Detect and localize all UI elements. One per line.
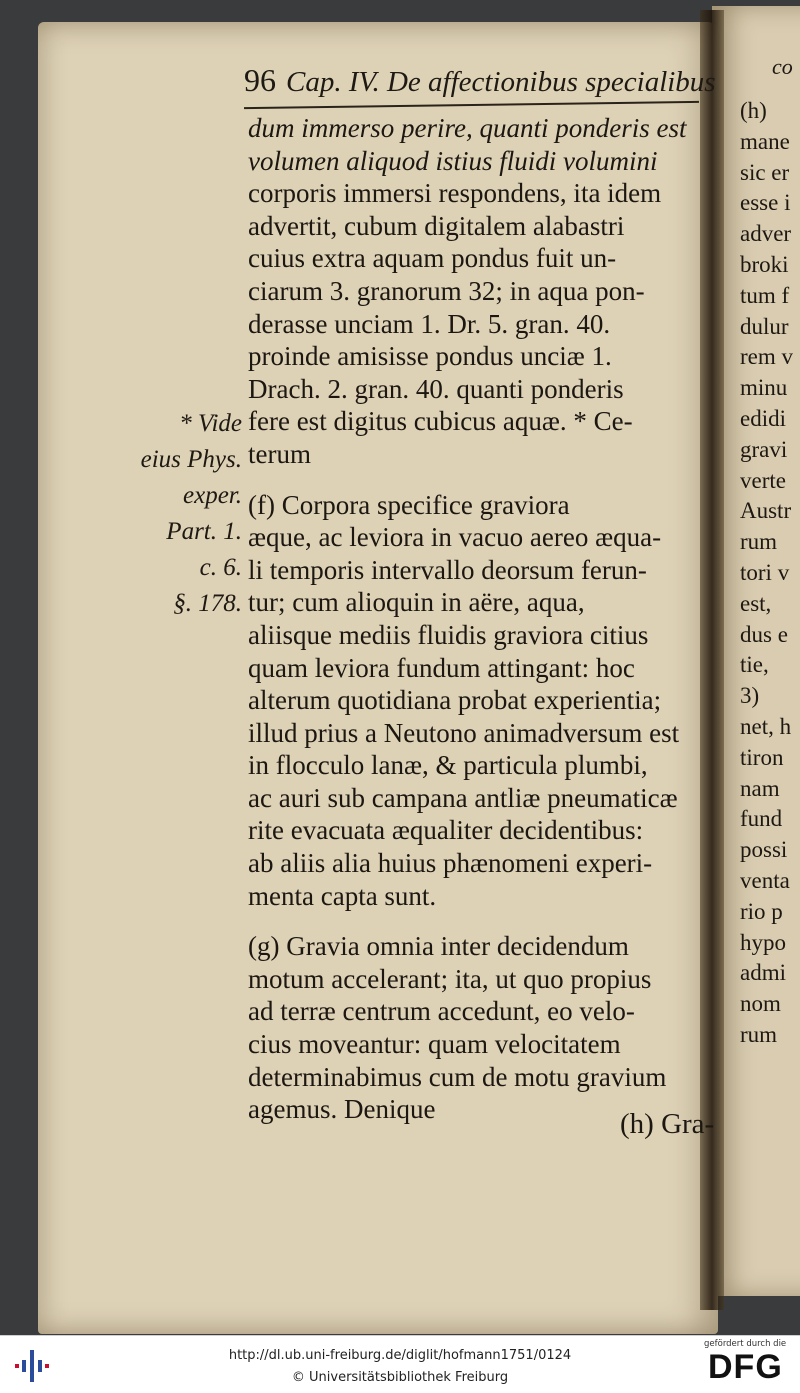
dfg-logo: DFG (708, 1348, 783, 1386)
facing-page-line: adver (740, 221, 792, 247)
text-line: ciarum 3. granorum 32; in aqua pon- (248, 275, 645, 306)
running-header (244, 62, 716, 106)
text-line: æque, ac leviora in vacuo aereo æqua- (248, 522, 662, 553)
facing-page-line: venta (740, 867, 790, 893)
margin-note-line: §. 178. (173, 590, 242, 617)
text-line: (g) Gravia omnia inter decidendum (248, 931, 629, 962)
facing-page-line: edidi (740, 405, 786, 431)
margin-note-line: c. 6. (199, 554, 242, 581)
text-line: (f) Corpora specifice graviora (248, 489, 570, 520)
facing-page-line: tie, (740, 652, 769, 678)
text-line: ad terræ centrum accedunt, eo velo- (248, 996, 635, 1027)
facing-page-line: esse i (740, 190, 791, 216)
margin-note-line: exper. (183, 482, 242, 509)
viewer-footer (0, 1335, 800, 1393)
text-line: cuius extra aquam pondus fuit un- (248, 243, 617, 274)
facing-page-line: Austr (740, 498, 792, 524)
facing-page-line: hypo (740, 929, 786, 955)
facing-page-line: tiron (740, 744, 784, 770)
text-line (248, 471, 708, 489)
facing-page-line: 3) (740, 683, 760, 709)
text-line: menta capta sunt. (248, 880, 437, 911)
margin-note-line: * Vide (179, 410, 242, 437)
facing-page-text (740, 96, 800, 1051)
source-url[interactable]: http://dl.ub.uni-freiburg.de/diglit/hofmann1751/0124 (228, 1348, 572, 1363)
facing-page-header: co (772, 54, 793, 79)
facing-page-line: (h) (740, 98, 767, 123)
text-line: agemus. Denique (248, 1094, 436, 1125)
facing-page-line: mane (740, 128, 790, 154)
catchword: (h) Gra- (620, 1108, 715, 1140)
running-title: Cap. IV. De affectionibus specialibus (286, 66, 716, 98)
text-line: ac auri sub campana antliæ pneumaticæ (248, 782, 678, 813)
facing-page-line: broki (740, 251, 789, 277)
text-line: cius moveantur: quam velocitatem (248, 1029, 621, 1060)
facing-page-line: minu (740, 375, 788, 401)
facing-page-line: admi (740, 960, 786, 986)
facing-page-line: rum (740, 1021, 778, 1047)
body-text (248, 112, 708, 1126)
text-line: dum immerso perire, quanti ponderis est (248, 113, 687, 143)
facing-page-line: dulur (740, 313, 789, 339)
margin-note (124, 406, 242, 622)
margin-note-line: eius Phys. (140, 446, 242, 473)
text-line: tur; cum alioquin in aëre, aqua, (248, 587, 585, 618)
facing-page-line: gravi (740, 436, 788, 462)
facing-page-line: nom (740, 991, 781, 1017)
text-line: determinabimus cum de motu gravium (248, 1061, 667, 1092)
facing-page-line: possi (740, 837, 788, 863)
facing-page-line: sic er (740, 159, 790, 185)
facing-page-line: tum f (740, 282, 790, 308)
facing-page-line: fund (740, 806, 783, 832)
text-line: ab aliis alia huius phænomeni experi- (248, 848, 653, 879)
text-line: illud prius a Neutono animadversum est (248, 717, 680, 748)
text-line: li temporis intervallo deorsum ferun- (248, 554, 647, 585)
text-line: aliisque mediis fluidis graviora citius (248, 619, 649, 650)
text-line: rite evacuata æqualiter decidentibus: (248, 815, 644, 846)
text-line: quam leviora fundum attingant: hoc (248, 652, 635, 683)
text-line: advertit, cubum digitalem alabastri (248, 210, 625, 241)
page-number: 96 (244, 62, 276, 98)
facing-page-line: nam (740, 775, 780, 801)
text-line: in flocculo lanæ, & particula plumbi, (248, 750, 648, 781)
facing-page-line: rio p (740, 898, 783, 924)
facing-page-line: verte (740, 467, 786, 493)
margin-note-line: Part. 1. (166, 518, 242, 545)
facing-page-line: est, (740, 590, 772, 616)
text-line: derasse unciam 1. Dr. 5. gran. 40. (248, 308, 611, 339)
facing-page-line: tori v (740, 559, 790, 585)
facing-page-line: rum (740, 529, 778, 555)
text-line: volumen aliquod istius fluidi volumini (248, 145, 658, 176)
facing-page-line: dus e (740, 621, 788, 647)
text-line: corporis immersi respondens, ita idem (248, 178, 662, 209)
copyright: © Universitätsbibliothek Freiburg (291, 1370, 509, 1385)
text-line: proinde amisisse pondus unciæ 1. (248, 341, 612, 372)
text-line: alterum quotidiana probat experientia; (248, 685, 662, 716)
text-line: Drach. 2. gran. 40. quanti ponderis (248, 373, 624, 404)
sponsor-caption: gefördert durch die (704, 1339, 787, 1349)
text-line (248, 912, 708, 930)
text-line: motum accelerant; ita, ut quo propius (248, 963, 652, 994)
text-line: terum (248, 438, 311, 469)
text-line: fere est digitus cubicus aquæ. * Ce- (248, 406, 633, 437)
facing-page-line: net, h (740, 713, 792, 739)
facing-page-line: rem v (740, 344, 794, 370)
